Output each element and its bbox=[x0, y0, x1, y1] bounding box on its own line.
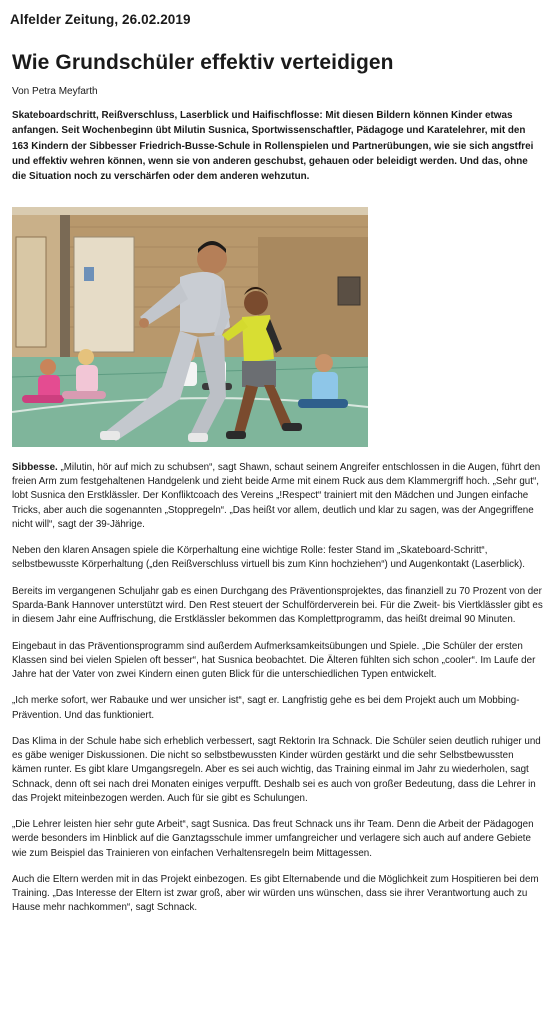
article-photo bbox=[12, 207, 368, 447]
article-paragraph bbox=[12, 461, 544, 532]
article-paragraph: Das Klima in der Schule habe sich erheblich verbessert, sagt Rektorin Ira Schnack. Die Schüler seien deutlich ruhiger und es gäbe weniger Diskussionen. Die nicht so selbstbewussten Kinder würden gestärkt und die sehr Selbstbewussten kämen runter. Es gibt klare Umgangsregeln. Aber es sei auch wichtig, das Training einmal im Jahr zu wiederholen, sagt Schnack, denn oft sei nach drei Monaten einiges verpufft. Deshalb sei es auch von großer Bedeutung, dass die Lehrer in das Projekt miteinbezogen werden. Auch für sie gibt es Schulungen. bbox=[12, 735, 541, 804]
article-byline: Von Petra Meyfarth bbox=[12, 86, 98, 97]
article-lead: Skateboardschritt, Reißverschluss, Laserblick und Haifischflosse: Mit diesen Bildern können Kinder etwas anfangen. Seit Wochenbeginn übt Milutin Susnica, Sportwissenschaftler, Pädagoge und Karatelehrer, mit den 163 Kindern der Sibbesser Friedrich-Busse-Schule in Rollenspielen und Partnerübungen, wie sie sich angstfrei und effektiv wehren können, wenn sie von anderen geschubst, gehauen oder beleidigt werden. Und das, ohne die Situation noch zu verschärfen oder dem anderen wehzutun. bbox=[12, 110, 534, 183]
article-paragraph: Bereits im vergangenen Schuljahr gab es einen Durchgang des Präventionsprojektes, das finanziell zu 70 Prozent von der Sparda-Bank Hannover unterstützt wird. Den Rest steuert der Schulförderverein bei. Für die Zweit- bis Viertklässler gibt es in diesem Jahr eine Auffrischung, die Erstklässler bekommen das Komplettprogramm, das heißt dreimal 90 Minuten. bbox=[12, 585, 543, 626]
article-body bbox=[12, 461, 544, 928]
article-dateline: Sibbesse. bbox=[12, 462, 58, 473]
article-paragraph: „Ich merke sofort, wer Rabauke und wer unsicher ist“, sagt er. Langfristig gehe es bei dem Projekt auch um Mobbing-Prävention. Und das funktioniert. bbox=[12, 695, 520, 721]
article-paragraph: Eingebaut in das Präventionsprogramm sind außerdem Aufmerksamkeitsübungen und Spiele. „Die Schüler der ersten Klassen sind bei vielen Spielen oft besser“, hat Susnica beobachtet. Die Älteren fühlten sich schon „cooler“. Im Laufe der Jahre hat der Vater von zwei Kindern einen guten Blick für die unterschiedlichen Typen entwickelt. bbox=[12, 640, 536, 680]
article-paragraph-text: „Milutin, hör auf mich zu schubsen“, sagt Shawn, schaut seinem Angreifer entschlossen in die Augen, führt den freien Arm zum festgehaltenen Handgelenk und zieht beide Arme mit einem Ruck aus dem Klammergriff hoch. „Sehr gut“, lobt Susnica den Erstklässler. Der Konfliktcoach des Vereins „!Respect“ trainiert mit den Mädchen und Jungen einfache Tricks, aber auch die sogenannten „Stoppregeln“. „Das heißt vor allem, deutlich und klar zu sagen, was der Angegriffene nicht will“, sagt der 39-Jährige. bbox=[12, 462, 541, 530]
article-paragraph: Neben den klaren Ansagen spiele die Körperhaltung eine wichtige Rolle: fester Stand im „Skateboard-Schritt“, selbstbewusste Körperhaltung („den Reißverschluss virtuell bis zum Kinn hochziehen“) und Augenkontakt (Laserblick). bbox=[12, 545, 525, 571]
newspaper-masthead: Alfelder Zeitung, 26.02.2019 bbox=[10, 12, 191, 27]
article-paragraph: Auch die Eltern werden mit in das Projekt einbezogen. Es gibt Elternabende und die Möglichkeit zum Hospitieren bei dem Training. „Das Interesse der Eltern ist zwar groß, aber wir würden uns wünschen, dass sie ihrer Verantwortung auch zu Hause mehr nachkommen“, sagt Schnack. bbox=[12, 873, 539, 914]
article-paragraph: „Die Lehrer leisten hier sehr gute Arbeit“, sagt Susnica. Das freut Schnack uns ihr Team. Denn die Arbeit der Pädagogen werde besonders im Hinblick auf die Ganztagsschule immer umfangreicher und verlagere sich auch auf andere Gebiete wie zum Beispiel das Trainieren von einfachen Verhaltensregeln beim Mittagessen. bbox=[12, 819, 534, 859]
article-headline: Wie Grundschüler effektiv verteidigen bbox=[12, 51, 394, 74]
